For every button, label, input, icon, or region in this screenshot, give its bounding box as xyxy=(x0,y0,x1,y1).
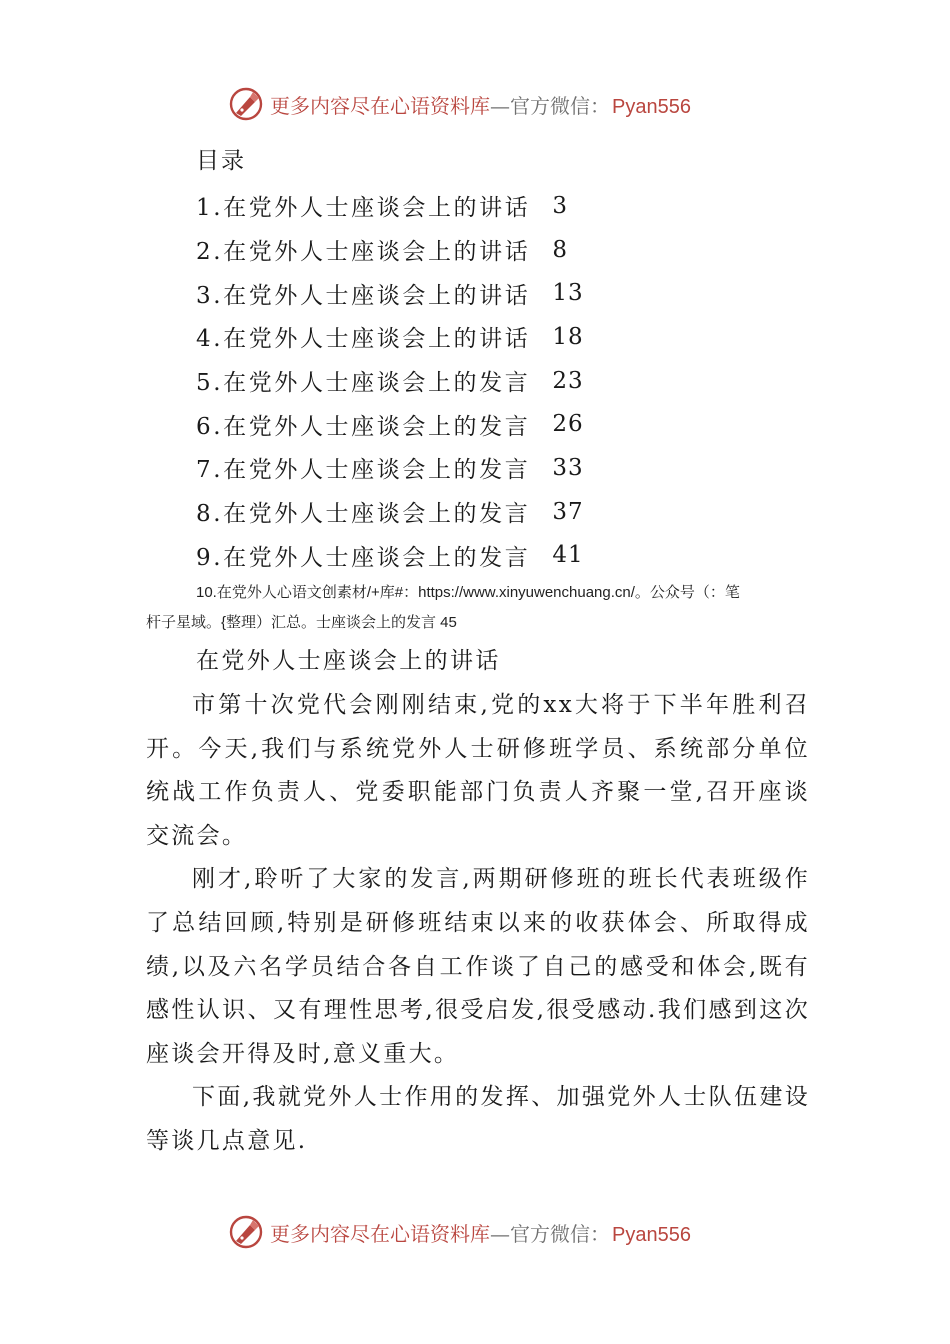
toc-item-label: 6.在党外人士座谈会上的发言 xyxy=(196,413,531,440)
toc-item-page: 23 xyxy=(552,367,584,394)
pen-logo-icon xyxy=(228,1214,264,1250)
toc-item-label: 5.在党外人士座谈会上的发言 xyxy=(196,370,531,397)
toc-item[interactable] xyxy=(196,315,584,359)
banner-text: 更多内容尽在心语资料库 xyxy=(270,1221,490,1246)
toc-item[interactable] xyxy=(196,228,584,272)
banner-label: 官方微信： xyxy=(510,1221,610,1246)
toc-item-10[interactable] xyxy=(146,578,810,638)
toc-item-page: 41 xyxy=(552,542,584,569)
toc-item[interactable] xyxy=(196,359,584,403)
banner-dash: — xyxy=(490,93,510,118)
article-body xyxy=(146,684,810,1164)
article-title: 在党外人士座谈会上的讲话 xyxy=(196,648,501,674)
toc-item-page: 18 xyxy=(552,323,584,350)
toc-item-page: 33 xyxy=(552,454,584,481)
toc-item-label: 8.在党外人士座谈会上的发言 xyxy=(196,501,531,528)
toc-item[interactable] xyxy=(196,271,584,315)
toc-item-10-line2: 杆子星域。{整理）汇总。士座谈会上的发言 45 xyxy=(146,614,457,631)
banner-wechat-id: Pyan556 xyxy=(612,95,691,118)
toc-list xyxy=(196,184,584,577)
toc-item-page: 3 xyxy=(552,192,568,219)
article-paragraph: 市第十次党代会刚刚结束,党的xx大将于下半年胜利召开。今天,我们与系统党外人士研修班学员、系统部分单位统战工作负责人、党委职能部门负责人齐聚一堂,召开座谈交流会。 xyxy=(146,692,810,849)
toc-item-page: 8 xyxy=(552,236,568,263)
toc-item-label: 2.在党外人士座谈会上的讲话 xyxy=(196,239,531,266)
toc-item-label: 1.在党外人士座谈会上的讲话 xyxy=(196,195,531,222)
toc-item[interactable] xyxy=(196,534,584,578)
toc-item-page: 13 xyxy=(552,280,584,307)
toc-item[interactable] xyxy=(196,402,584,446)
toc-item[interactable] xyxy=(196,490,584,534)
banner-wechat-id: Pyan556 xyxy=(612,1223,691,1246)
toc-item-label: 9.在党外人士座谈会上的发言 xyxy=(196,544,531,571)
toc-item[interactable] xyxy=(196,446,584,490)
toc-title: 目录 xyxy=(196,148,246,174)
toc-item-label: 7.在党外人士座谈会上的发言 xyxy=(196,457,531,484)
article-paragraph: 下面,我就党外人士作用的发挥、加强党外人士队伍建设等谈几点意见. xyxy=(146,1084,810,1154)
header-banner xyxy=(228,84,748,124)
banner-text: 更多内容尽在心语资料库 xyxy=(270,93,490,118)
toc-item-10-line1: 10.在党外人心语文创素材/+库#：https://www.xinyuwenchuang.cn/。公众号（：笔 xyxy=(196,584,740,601)
toc-item[interactable] xyxy=(196,184,584,228)
footer-banner xyxy=(228,1212,748,1252)
toc-item-page: 37 xyxy=(552,498,584,525)
banner-dash: — xyxy=(490,1221,510,1246)
toc-item-label: 4.在党外人士座谈会上的讲话 xyxy=(196,326,531,353)
banner-label: 官方微信： xyxy=(510,93,610,118)
toc-item-page: 26 xyxy=(552,411,584,438)
toc-item-label: 3.在党外人士座谈会上的讲话 xyxy=(196,282,531,309)
pen-logo-icon xyxy=(228,86,264,122)
article-paragraph: 刚才,聆听了大家的发言,两期研修班的班长代表班级作了总结回顾,特别是研修班结束以来的收获体会、所取得成绩,以及六名学员结合各自工作谈了自己的感受和体会,既有感性认识、又有理性思考,很受启发,很受感动.我们感到这次座谈会开得及时,意义重大。 xyxy=(146,866,810,1067)
